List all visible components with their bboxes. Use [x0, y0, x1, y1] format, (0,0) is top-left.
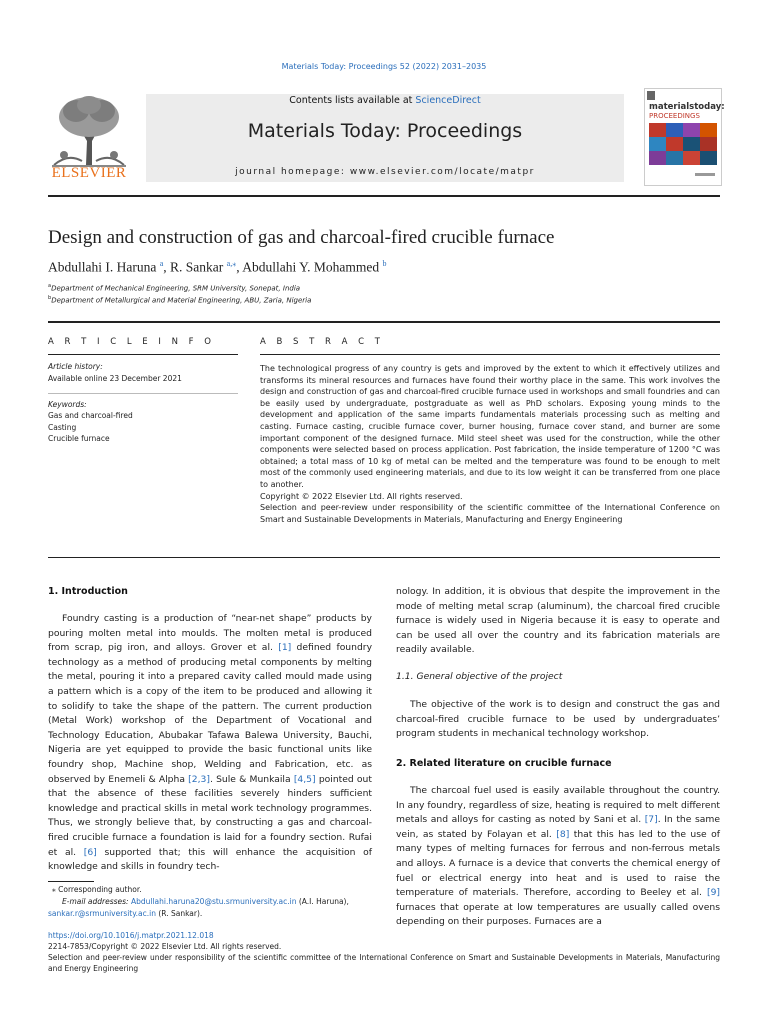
paragraph: The charcoal fuel used is easily available throughout the country. In any foundry, regardless of size, heating is required to melt different metals and alloys for casting as noted by Sani et al. [7]. In the same vein, as stated by Folayan et al. [8] that this has led to the use of many types of melting furnaces for ferrous and non-ferrous metals and alloys. A furnace is a device that converts the chemical energy of fuel or electrical energy into heat and is used to raise the temperature of materials. Therefore, according to Beeley et al. [9] furnaces that operate at low temperatures are usually called ovens depending on their purposes. Furnaces are a	[396, 785, 720, 928]
cover-title-line2: PROCEEDINGS	[649, 112, 700, 120]
history-value: Available online 23 December 2021	[48, 374, 182, 383]
article-info-rule	[48, 354, 238, 355]
paragraph: nology. In addition, it is obvious that despite the improvement in the mode of melting metal scrap (aluminum), the charcoal fired crucible furnace is widely used in Nigeria because it is easy to operate and can be used all over the country and its fabrication materials are readily available.	[396, 586, 720, 656]
journal-cover	[644, 88, 725, 186]
email-link[interactable]: sankar.r@srmuniversity.ac.in	[48, 909, 156, 918]
elsevier-logo	[48, 93, 130, 181]
journal-citation[interactable]: Materials Today: Proceedings 52 (2022) 2031–2035	[281, 62, 487, 71]
reference-link[interactable]: [8]	[556, 828, 570, 840]
keyword: Crucible furnace	[48, 434, 110, 443]
elsevier-wordmark: ELSEVIER	[51, 165, 127, 181]
article-title: Design and construction of gas and charcoal-fired crucible furnace	[48, 227, 555, 248]
affiliation-text: Department of Mechanical Engineering, SRM University, Sonepat, India	[51, 284, 301, 293]
abstract-copyright: Copyright © 2022 Elsevier Ltd. All rights reserved.	[260, 491, 463, 501]
keywords-label: Keywords:	[48, 400, 87, 409]
footnotes	[48, 884, 372, 920]
affiliation-b	[48, 295, 311, 304]
journal-homepage	[146, 167, 624, 177]
keywords-divider	[48, 393, 238, 394]
author-affiliation-mark[interactable]: b	[382, 259, 387, 268]
right-column-text-top	[396, 585, 720, 658]
paragraph: The objective of the work is to design and construct the gas and charcoal-fired crucible furnace to be used by undergraduates’ program students in mechanical technology workshop.	[396, 699, 720, 740]
sciencedirect-link[interactable]: ScienceDirect	[415, 95, 481, 106]
keyword: Casting	[48, 422, 77, 432]
reference-link[interactable]: [2,3]	[188, 773, 210, 785]
left-column-text	[48, 612, 372, 875]
homepage-url[interactable]: www.elsevier.com/locate/matpr	[349, 167, 535, 177]
email-note-cont: sankar.r@srmuniversity.ac.in (R. Sankar).	[48, 909, 203, 918]
journal-title: Materials Today: Proceedings	[247, 120, 523, 142]
affiliation-text: Department of Metallurgical and Material Engineering, ABU, Zaria, Nigeria	[51, 296, 312, 305]
author-affiliation-mark[interactable]: a,⁎	[226, 259, 237, 268]
section-heading-introduction: 1. Introduction	[48, 586, 128, 597]
abstract-end-rule	[48, 557, 720, 558]
reference-link[interactable]: [7]	[644, 814, 658, 826]
abstract-label: A B S T R A C T	[260, 337, 384, 347]
reference-link[interactable]: [4,5]	[293, 773, 316, 785]
homepage-prefix: journal homepage:	[235, 167, 350, 177]
keyword: Gas and charcoal-fired	[48, 411, 133, 420]
email-label: E-mail addresses:	[62, 897, 131, 906]
paragraph: Foundry casting is a production of “near-net shape” products by pouring molten metal into moulds. The molten metal is produced from scrap, pig iron, and alloys. Grover et al. [1] defined foundry technology as a method of producing metal components by melting the metal, pouring it into a prepared cavity called mould made using a pattern which is a copy of the item to be produced and allowing it to solidify to take the shape of the pattern. The current production (Metal Work) workshop of the Department of Vocational and Technology Education, Abubakar Tafawa Balewa University, Bauchi, Nigeria are yet equipped to provide the basic functional units like foundry shop, Machine shop, Welding and Fabrication, etc. as observed by Enemeli & Alpha [2,3]. Sule & Munkaila [4,5] pointed out that the absence of these facilities severely hinders sufficient knowledge and practical skills in metal work technology programmes. Thus, we strongly believe that, by constructing a gas and charcoal- fired crucible furnace a foundation is laid for a foundry section. Rufai et al. [6] supported that; this will enhance the acquisition of knowledge and skills in foundry tech-	[48, 613, 373, 873]
reference-link[interactable]: [9]	[706, 887, 720, 899]
abstract-rule	[260, 354, 720, 355]
affiliation-mark: a	[48, 283, 52, 289]
bottom-matter	[48, 930, 720, 974]
contents-line	[146, 95, 624, 106]
subsection-heading-objective: 1.1. General objective of the project	[396, 671, 563, 682]
keyword-list	[48, 410, 133, 445]
author-name: Abdullahi Y. Mohammed	[242, 259, 380, 275]
contents-prefix: Contents lists available at	[289, 95, 416, 106]
cover-title-line1: materialstoday:	[649, 102, 725, 112]
email-link[interactable]: Abdullahi.haruna20@stu.srmuniversity.ac.in	[130, 897, 297, 906]
title-rule	[48, 321, 720, 323]
article-info-label: A R T I C L E I N F O	[48, 337, 215, 347]
affiliation-mark: b	[48, 295, 52, 301]
section-heading-literature: 2. Related literature on crucible furnace	[396, 758, 612, 769]
author-list: Abdullahi I. Haruna $^a$, R. Sankar $^{a,⁎}$, Abdullahi Y. Mohammed $^b$	[48, 259, 387, 275]
right-column-literature	[396, 784, 720, 930]
right-column-objective	[396, 698, 720, 742]
bottom-selection: Selection and peer-review under responsibility of the scientific committee of the International Conference on Smart and Sustainable Developments in Materials, Manufacturing and Energy Engineering	[48, 953, 720, 973]
abstract-text	[260, 363, 720, 525]
author-affiliation-mark[interactable]: a	[159, 259, 164, 268]
header-rule	[48, 195, 720, 197]
abstract-body: The technological progress of any country is gets and improved by the extent to which it effectively utilizes and transforms its mineral resources and furnaces have found their worthy place in the same. This work involves the design and construction of gas and charcoal-fired crucible furnace used in workshops and small foundries and can be easily used by undergraduate, postgraduate as well as PhD scholars. Exposing young minds to the development and application of the same imparts fundamentals materials processing such as melting and casting. Furnace casting, crucible furnace cover, burner housing, furnace cover stand, and burner are some important component of the designed furnace. Mild steel sheet was used for the construction, while the other components were selected based on process application. Post fabrication, the inside temperature of 1200 °C was obtained; a total mass of 10 kg of metal can be melted and the temperature was found to be enough to melt most of the commonly used engineering materials, and due to its low weight it can be transferred from one place to another.	[260, 364, 720, 489]
history-label: Article history:	[48, 362, 103, 371]
affiliation-a	[48, 283, 300, 292]
doi-link[interactable]: https://doi.org/10.1016/j.matpr.2021.12.018	[48, 931, 214, 940]
author-name: Abdullahi I. Haruna	[48, 259, 157, 275]
abstract-selection: Selection and peer-review under responsibility of the scientific committee of the International Conference on Smart and Sustainable Developments in Materials, Manufacturing and Energy Engineering	[260, 503, 720, 524]
issn-line: 2214-7853/Copyright © 2022 Elsevier Ltd. All rights reserved.	[48, 942, 282, 951]
footnote-rule	[48, 881, 94, 882]
corresponding-author-note: ⁎ Corresponding author.	[52, 885, 142, 894]
author-name: R. Sankar	[170, 259, 224, 275]
reference-link[interactable]: [6]	[83, 846, 97, 858]
email-note: E-mail addresses: Abdullahi.haruna20@stu.srmuniversity.ac.in (A.I. Haruna),	[62, 897, 349, 906]
reference-link[interactable]: [1]	[278, 642, 292, 654]
